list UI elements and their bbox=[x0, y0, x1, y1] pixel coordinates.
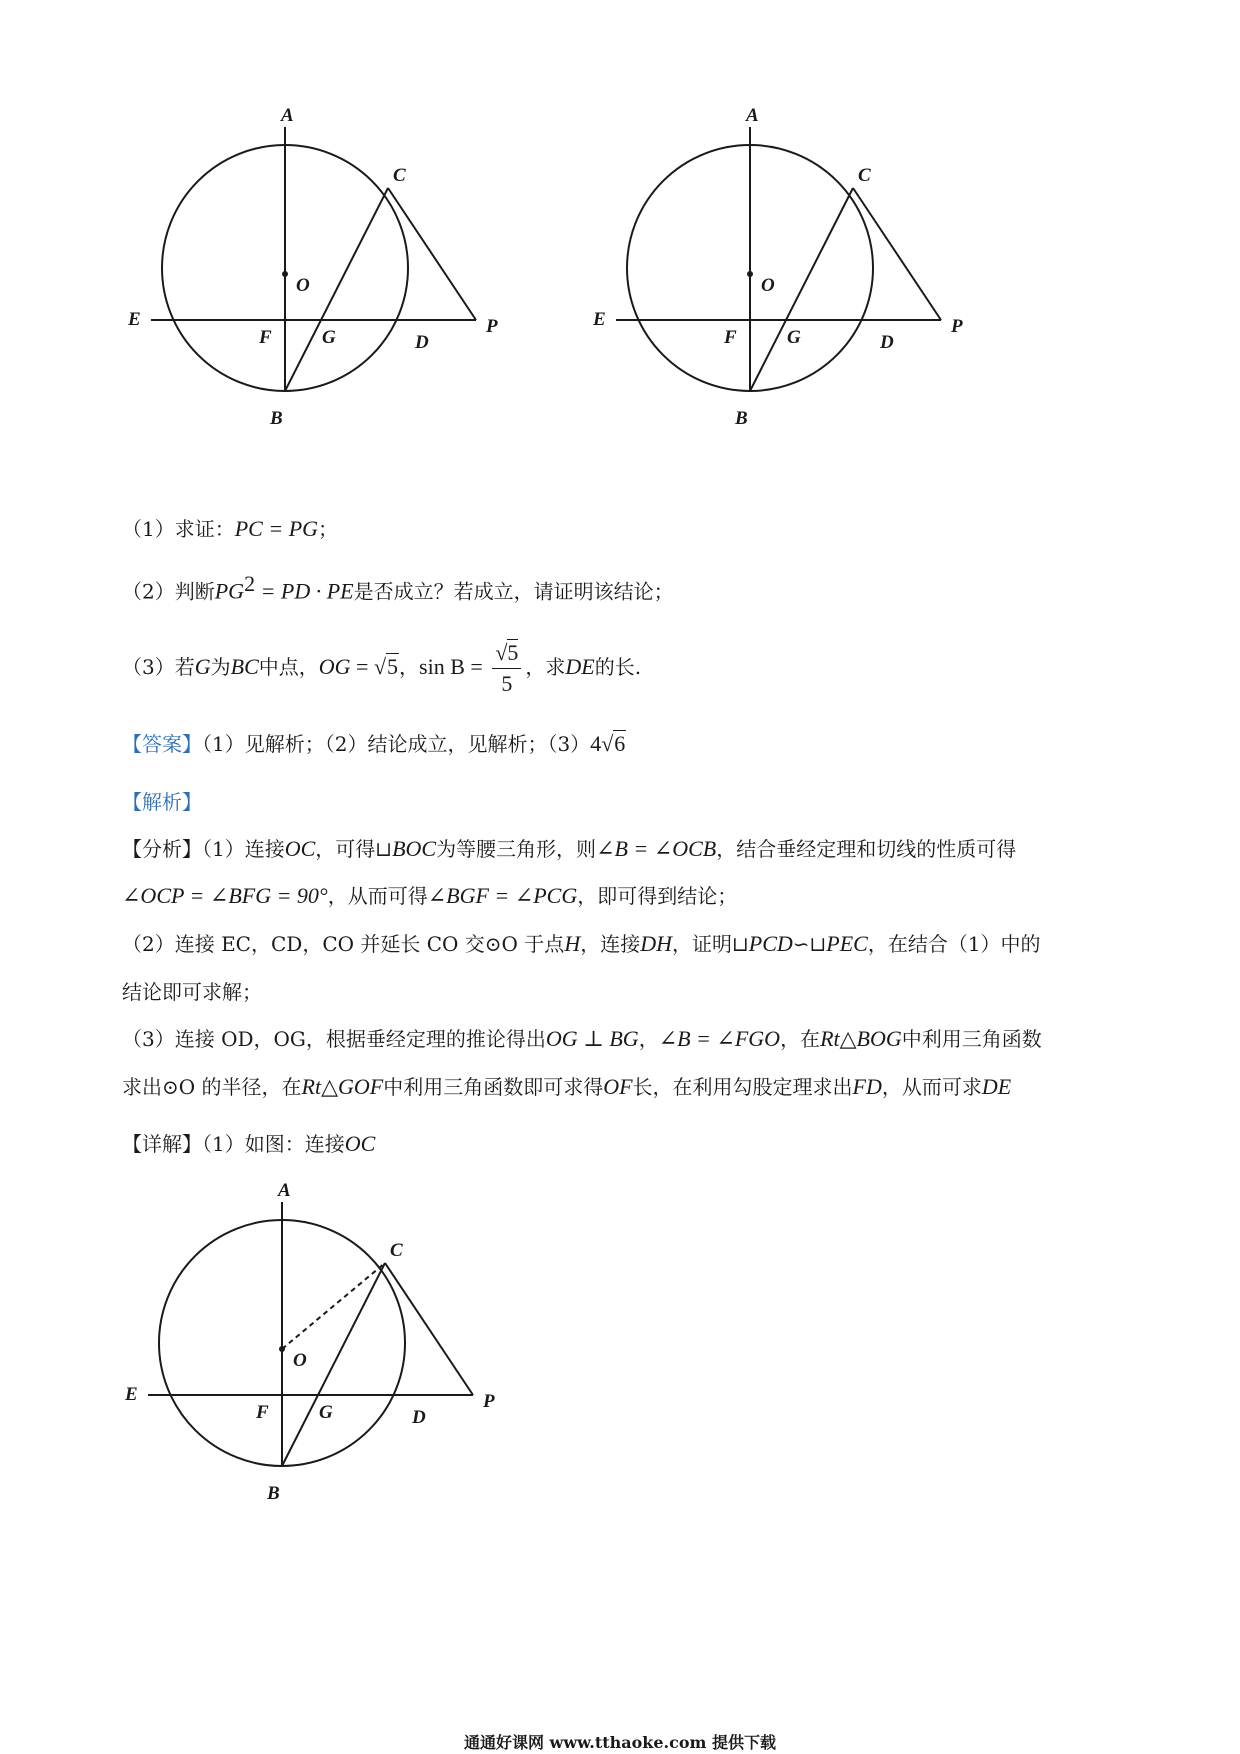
svg-text:E: E bbox=[128, 309, 141, 330]
detail-line: 【详解】（1）如图：连接OC bbox=[122, 1131, 376, 1156]
svg-text:F: F bbox=[256, 1402, 269, 1423]
page-footer: 通通好课网 www.tthaoke.com 提供下载 bbox=[463, 1733, 777, 1752]
svg-text:A: A bbox=[746, 105, 759, 126]
svg-text:P: P bbox=[486, 316, 498, 337]
sqrt-5: √5 bbox=[373, 654, 399, 679]
analysis-line-5: （3）连接 OD，OG，根据垂经定理的推论得出OG ⊥ BG，∠B = ∠FGO，在Rt△BOG中利用三角函数 bbox=[122, 1026, 1042, 1051]
analysis-line-2: ∠OCP = ∠BFG = 90°，从而可得∠BGF = ∠PCG，即可得到结论； bbox=[122, 883, 738, 908]
svg-text:P: P bbox=[951, 316, 963, 337]
analysis-line-6: 求出⊙O 的半径，在Rt△GOF中利用三角函数即可求得OF长，在利用勾股定理求出FD，从而可求DE bbox=[122, 1074, 1012, 1099]
question-3: （3）若G为BC中点，OG = √5，sin B = $\frac{√5}{5}$ ，求DE的长. bbox=[122, 635, 1142, 699]
svg-text:B: B bbox=[270, 408, 283, 429]
figure-3 bbox=[117, 1170, 517, 1530]
question-1: （1）求证：PC = PG； bbox=[122, 516, 339, 541]
svg-text:F: F bbox=[259, 327, 272, 348]
figure-1 bbox=[120, 95, 520, 455]
svg-text:B: B bbox=[735, 408, 748, 429]
svg-text:B: B bbox=[267, 1483, 280, 1504]
analysis-tag: 【解析】 bbox=[122, 790, 202, 814]
answer-tag: 【答案】 bbox=[122, 732, 202, 756]
svg-text:O: O bbox=[761, 275, 775, 296]
svg-text:E: E bbox=[593, 309, 606, 330]
svg-text:C: C bbox=[858, 165, 871, 186]
svg-text:D: D bbox=[415, 332, 429, 353]
svg-text:G: G bbox=[322, 327, 336, 348]
analysis-line-3: （2）连接 EC，CD，CO 并延长 CO 交⊙O 于点H，连接DH，证明⊔PCD∽⊔PEC，在结合（1）中的 bbox=[122, 931, 1041, 956]
svg-text:A: A bbox=[278, 1180, 291, 1201]
answer-line: 【答案】（1）见解析；（2）结论成立，见解析；（3）4√6 bbox=[122, 731, 626, 756]
svg-text:F: F bbox=[724, 327, 737, 348]
svg-text:G: G bbox=[319, 1402, 333, 1423]
svg-text:O: O bbox=[296, 275, 310, 296]
svg-text:O: O bbox=[293, 1350, 307, 1371]
analysis-line-4: 结论即可求解； bbox=[122, 980, 262, 1004]
svg-text:C: C bbox=[390, 1240, 403, 1261]
svg-text:E: E bbox=[125, 1384, 138, 1405]
fraction-sqrt5-over-5: $\frac{√5}{5}$ bbox=[492, 638, 521, 699]
svg-text:A: A bbox=[281, 105, 294, 126]
question-2: （2）判断$PG^2$ = PD · PE是否成立？若成立，请证明该结论； bbox=[122, 571, 674, 604]
svg-text:P: P bbox=[483, 1391, 495, 1412]
analysis-line-1: 【分析】（1）连接OC，可得⊔BOC为等腰三角形，则∠B = ∠OCB，结合垂经定理和切线的性质可得 bbox=[122, 836, 1017, 861]
svg-text:G: G bbox=[787, 327, 801, 348]
svg-text:D: D bbox=[880, 332, 894, 353]
figure-2 bbox=[585, 95, 985, 455]
svg-text:C: C bbox=[393, 165, 406, 186]
svg-text:D: D bbox=[412, 1407, 426, 1428]
